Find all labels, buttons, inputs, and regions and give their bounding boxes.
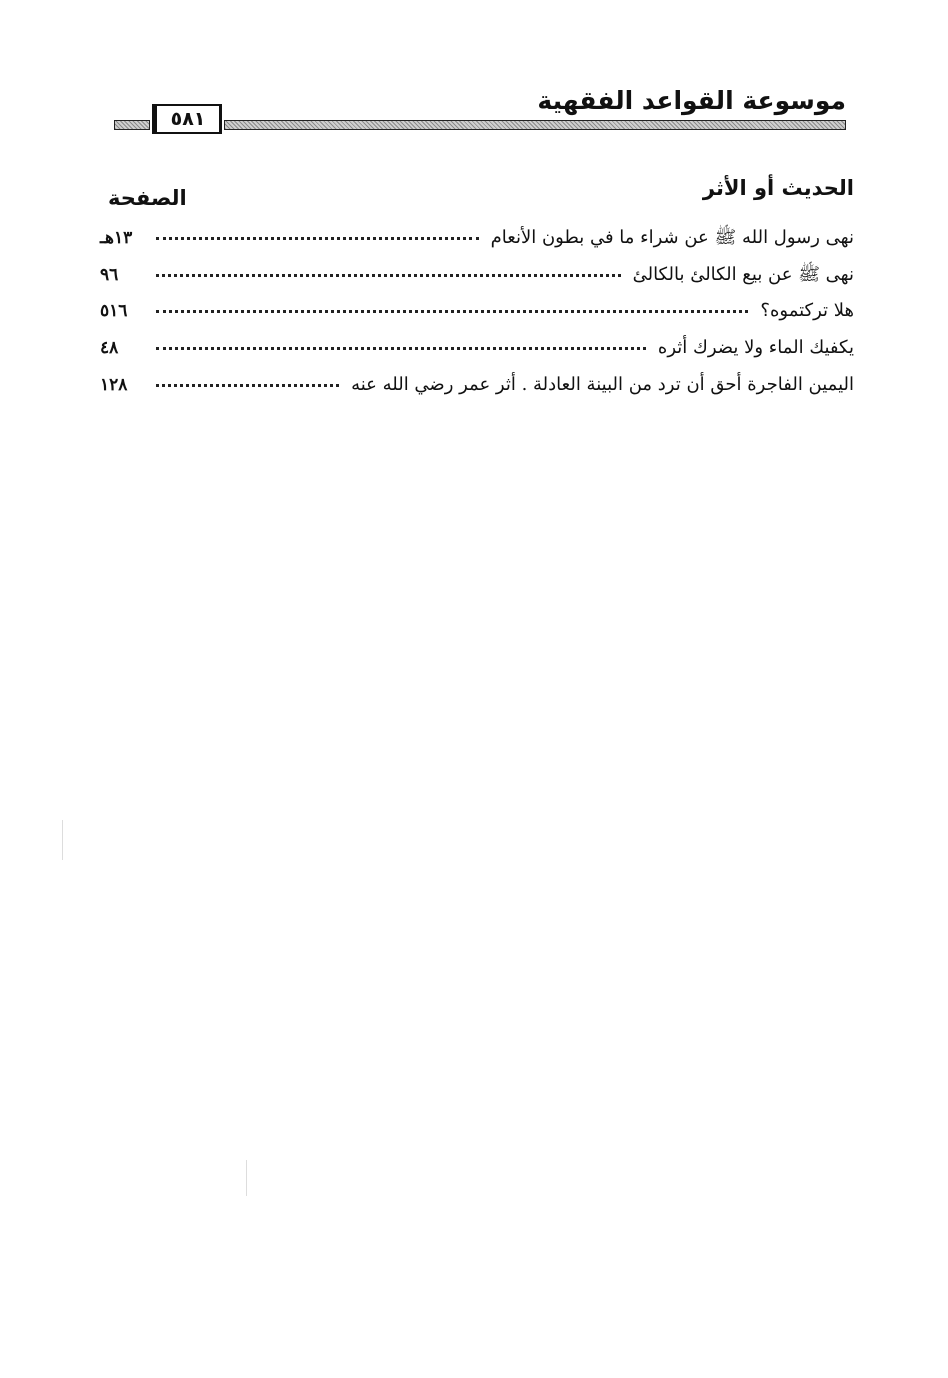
entry-text: نهى ﷺ عن بيع الكالئ بالكالئ <box>632 264 854 285</box>
entry-text: نهى رسول الله ﷺ عن شراء ما في بطون الأنعام <box>490 227 854 248</box>
page-number: ٥٨١ <box>152 104 222 134</box>
entry-page: ٤٨ <box>100 338 119 358</box>
book-title: موسوعة القواعد الفقهية <box>537 86 846 115</box>
scan-speck <box>246 1160 247 1196</box>
index-entry <box>100 263 854 300</box>
entry-text: هلا تركتموه؟ <box>760 300 854 321</box>
index-entry <box>100 226 854 263</box>
running-header <box>112 84 848 138</box>
leader-dots <box>156 384 339 387</box>
leader-dots <box>156 274 621 277</box>
leader-dots <box>156 347 646 350</box>
entry-page: ١٢٨ <box>100 375 128 395</box>
entry-text: يكفيك الماء ولا يضرك أثره <box>657 337 854 358</box>
index-entry <box>100 300 854 337</box>
header-rule-left <box>114 120 150 130</box>
entry-text: اليمين الفاجرة أحق أن ترد من البينة العادلة . أثر عمر رضي الله عنه <box>351 374 854 395</box>
page-column-heading: الصفحة <box>108 186 187 210</box>
index-entry <box>100 337 854 374</box>
index-entry-list <box>100 226 854 411</box>
entry-page: ٥١٦ <box>100 301 128 321</box>
header-rule-right <box>224 120 846 130</box>
entry-page: ١٣هـ <box>100 228 133 248</box>
entry-column-heading: الحديث أو الأثر <box>702 176 854 200</box>
scan-speck <box>62 820 63 860</box>
index-column-headings <box>100 176 854 216</box>
index-entry <box>100 374 854 411</box>
leader-dots <box>156 237 479 240</box>
leader-dots <box>156 310 748 313</box>
entry-page: ٩٦ <box>100 265 119 285</box>
